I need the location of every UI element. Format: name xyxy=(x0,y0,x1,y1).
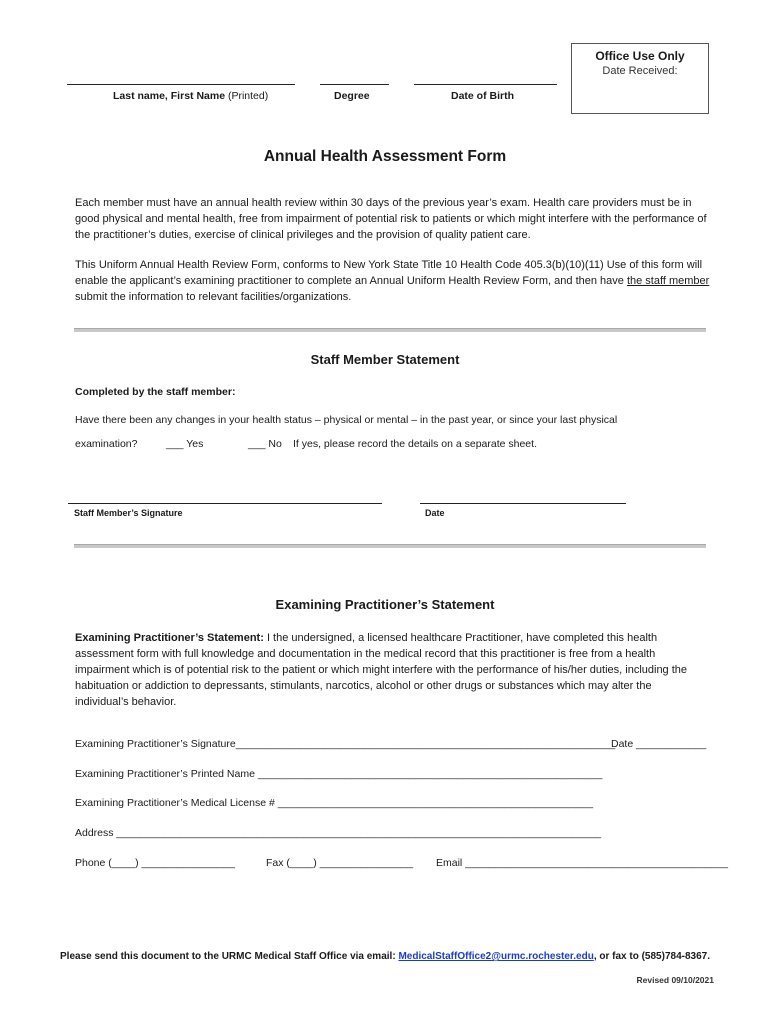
health-change-question: Have there been any changes in your health status – physical or mental – in the past year, or since your last physical xyxy=(75,414,618,426)
statement-lead: Examining Practitioner’s Statement: xyxy=(75,632,264,644)
staff-date-line[interactable] xyxy=(420,503,626,504)
staff-signature-line[interactable] xyxy=(68,503,382,504)
date-received-label: Date Received: xyxy=(602,65,678,77)
intro-p2-after: submit the information to relevant facilities/organizations. xyxy=(75,291,352,303)
footer-instructions xyxy=(0,951,770,962)
no-option[interactable]: ___ No xyxy=(248,438,282,450)
dob-line[interactable] xyxy=(414,84,557,85)
name-label-text: Last name, First Name xyxy=(113,90,226,102)
email-field[interactable]: Email _____________________________________________ xyxy=(436,857,728,869)
practitioner-license-field[interactable]: Examining Practitioner’s Medical License # ______________________________________________________ xyxy=(75,797,594,809)
footer-email-link[interactable]: MedicalStaffOffice2@urmc.rochester.edu xyxy=(398,951,594,962)
degree-line[interactable] xyxy=(320,84,389,85)
name-line[interactable] xyxy=(67,84,295,85)
phone-field[interactable]: Phone (____) ________________ xyxy=(75,857,235,869)
address-field[interactable]: Address ___________________________________________________________________________________ xyxy=(75,827,602,839)
footer-text-after: , or fax to (585)784-8367. xyxy=(593,951,710,962)
intro-p2-before: This Uniform Annual Health Review Form, conforms to New York State Title 10 Health Code 405.3(b)(10)(11) Use of this form will enable the applicant’s examining practitioner to complete an Annual Uniform Health Review Form, and then have xyxy=(75,259,703,287)
if-yes-note: If yes, please record the details on a separate sheet. xyxy=(293,438,537,450)
fax-field[interactable]: Fax (____) ________________ xyxy=(266,857,414,869)
intro-p2-underlined: the staff member xyxy=(626,275,710,287)
degree-label: Degree xyxy=(334,90,370,102)
statement-body: I the undersigned, a licensed healthcare Practitioner, have completed this health assessment form with full knowledge and documentation in the medical record that this practitioner is free from a health impairment which is of potential risk to the patient or which might interfere with the performance of his/her duties, including the habituation or addiction to depressants, stimulants, narcotics, alcohol or other drugs or substances which may alter the individual’s behavior. xyxy=(75,632,688,708)
office-use-title: Office Use Only xyxy=(595,49,685,63)
separator-1 xyxy=(74,328,706,332)
practitioner-statement xyxy=(75,630,700,710)
office-use-box xyxy=(571,43,709,114)
completed-by-label: Completed by the staff member: xyxy=(75,386,236,398)
revised-date: Revised 09/10/2021 xyxy=(636,975,714,985)
dob-label: Date of Birth xyxy=(451,90,514,102)
practitioner-section-heading: Examining Practitioner’s Statement xyxy=(275,597,495,612)
practitioner-date-field[interactable]: Date ____________ xyxy=(611,738,707,750)
staff-signature-label: Staff Member’s Signature xyxy=(74,508,183,518)
staff-date-label: Date xyxy=(425,508,445,518)
intro-paragraph-1: Each member must have an annual health review within 30 days of the previous year’s exam. Health care providers must be in good physical and mental health, free from impairment of potential risk to patients or which might interfere with the performance of the practitioner’s duties, exercise of clinical privileges and the provision of quality patient care. xyxy=(75,197,707,241)
question-line-2: examination? xyxy=(75,438,138,450)
form-title: Annual Health Assessment Form xyxy=(263,148,507,165)
footer-text-before: Please send this document to the URMC Medical Staff Office via email: xyxy=(60,951,399,962)
separator-2 xyxy=(74,544,706,548)
practitioner-printed-name-field[interactable]: Examining Practitioner’s Printed Name ___________________________________________________________ xyxy=(75,768,603,780)
name-label-suffix: (Printed) xyxy=(227,90,269,102)
yes-option[interactable]: ___ Yes xyxy=(166,438,204,450)
intro-paragraph-2 xyxy=(75,257,715,305)
practitioner-signature-field[interactable]: Examining Practitioner’s Signature_________________________________________________________________ xyxy=(75,738,616,750)
name-label xyxy=(113,90,268,102)
staff-section-heading: Staff Member Statement xyxy=(310,352,460,367)
